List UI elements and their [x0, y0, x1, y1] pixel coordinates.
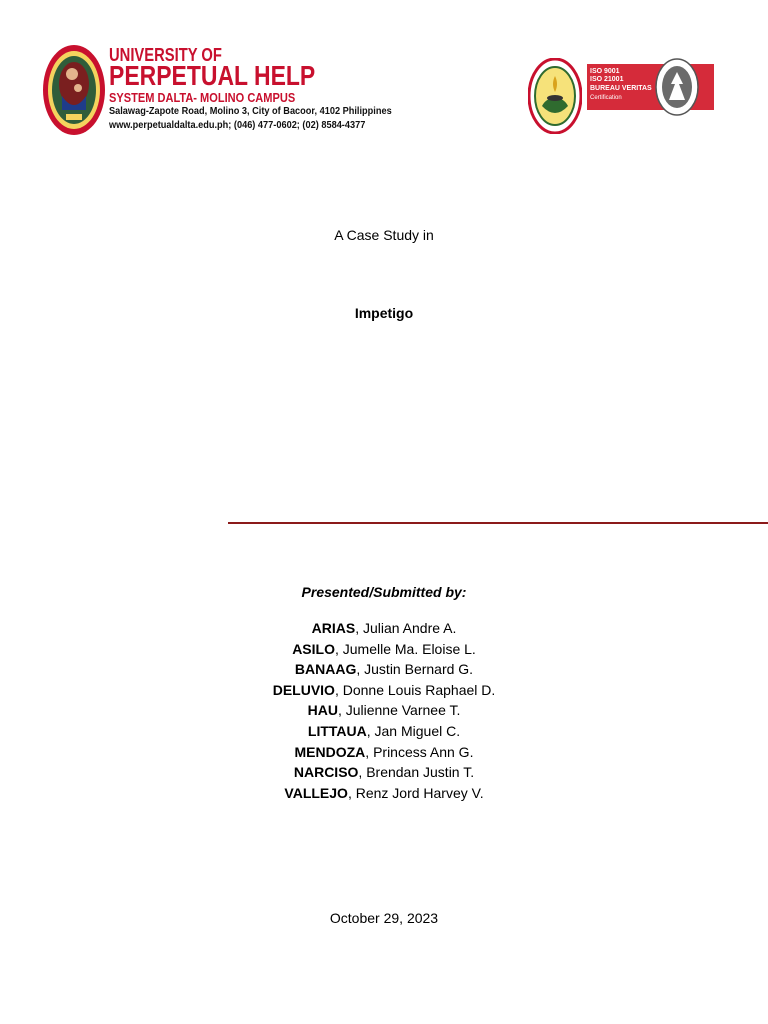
author-given-name: , Brendan Justin T. — [358, 764, 475, 781]
bureau-veritas-seal-logo — [655, 58, 699, 116]
case-study-title: Impetigo — [354, 305, 414, 321]
campus-name: SYSTEM DALTA- MOLINO CAMPUS — [109, 90, 296, 105]
author-given-name: , Renz Jord Harvey V. — [347, 784, 484, 801]
certification-label: Certification — [590, 95, 622, 101]
author-item — [0, 700, 768, 721]
author-surname: BANAAG — [294, 661, 357, 678]
author-given-name: , Princess Ann G. — [365, 743, 474, 760]
author-list — [0, 618, 768, 803]
author-given-name: , Jumelle Ma. Eloise L. — [334, 640, 476, 657]
author-surname: ARIAS — [311, 620, 356, 636]
author-item — [0, 783, 768, 804]
university-name-line1: UNIVERSITY OF — [109, 45, 222, 65]
author-item — [0, 680, 768, 701]
university-name-line2: PERPETUAL HELP — [109, 60, 316, 91]
author-surname: ASILO — [292, 640, 335, 657]
author-surname: NARCISO — [293, 764, 359, 781]
author-item — [0, 618, 768, 639]
author-given-name: , Justin Bernard G. — [356, 661, 474, 678]
author-item — [0, 742, 768, 763]
author-given-name: , Julian Andre A. — [355, 620, 457, 636]
author-item — [0, 721, 768, 742]
university-address: Salawag-Zapote Road, Molino 3, City of Bacoor, 4102 Philippines — [109, 106, 392, 117]
author-item — [0, 659, 768, 680]
author-item — [0, 639, 768, 660]
author-given-name: , Jan Miguel C. — [366, 722, 461, 739]
iso-certification-badge — [587, 64, 714, 110]
university-seal-logo — [42, 44, 106, 136]
iso-21001-label: ISO 21001 — [590, 76, 624, 83]
author-surname: HAU — [307, 702, 338, 719]
author-surname: LITTAUA — [307, 722, 367, 739]
author-surname: MENDOZA — [294, 743, 366, 760]
college-of-nursing-seal-logo — [528, 58, 582, 134]
university-contact: www.perpetualdalta.edu.ph; (046) 477-0602; (02) 8584-4377 — [109, 120, 366, 131]
author-given-name: , Donne Louis Raphael D. — [334, 681, 496, 698]
section-divider — [228, 522, 768, 524]
author-given-name: , Julienne Varnee T. — [337, 702, 461, 719]
case-study-intro: A Case Study in — [334, 227, 434, 243]
author-item — [0, 762, 768, 783]
submission-date: October 29, 2023 — [329, 910, 439, 926]
presented-by-heading: Presented/Submitted by: — [301, 584, 467, 600]
author-surname: VALLEJO — [284, 784, 348, 801]
iso-9001-label: ISO 9001 — [590, 68, 620, 75]
bureau-veritas-label: BUREAU VERITAS — [590, 85, 652, 92]
author-surname: DELUVIO — [272, 681, 335, 698]
